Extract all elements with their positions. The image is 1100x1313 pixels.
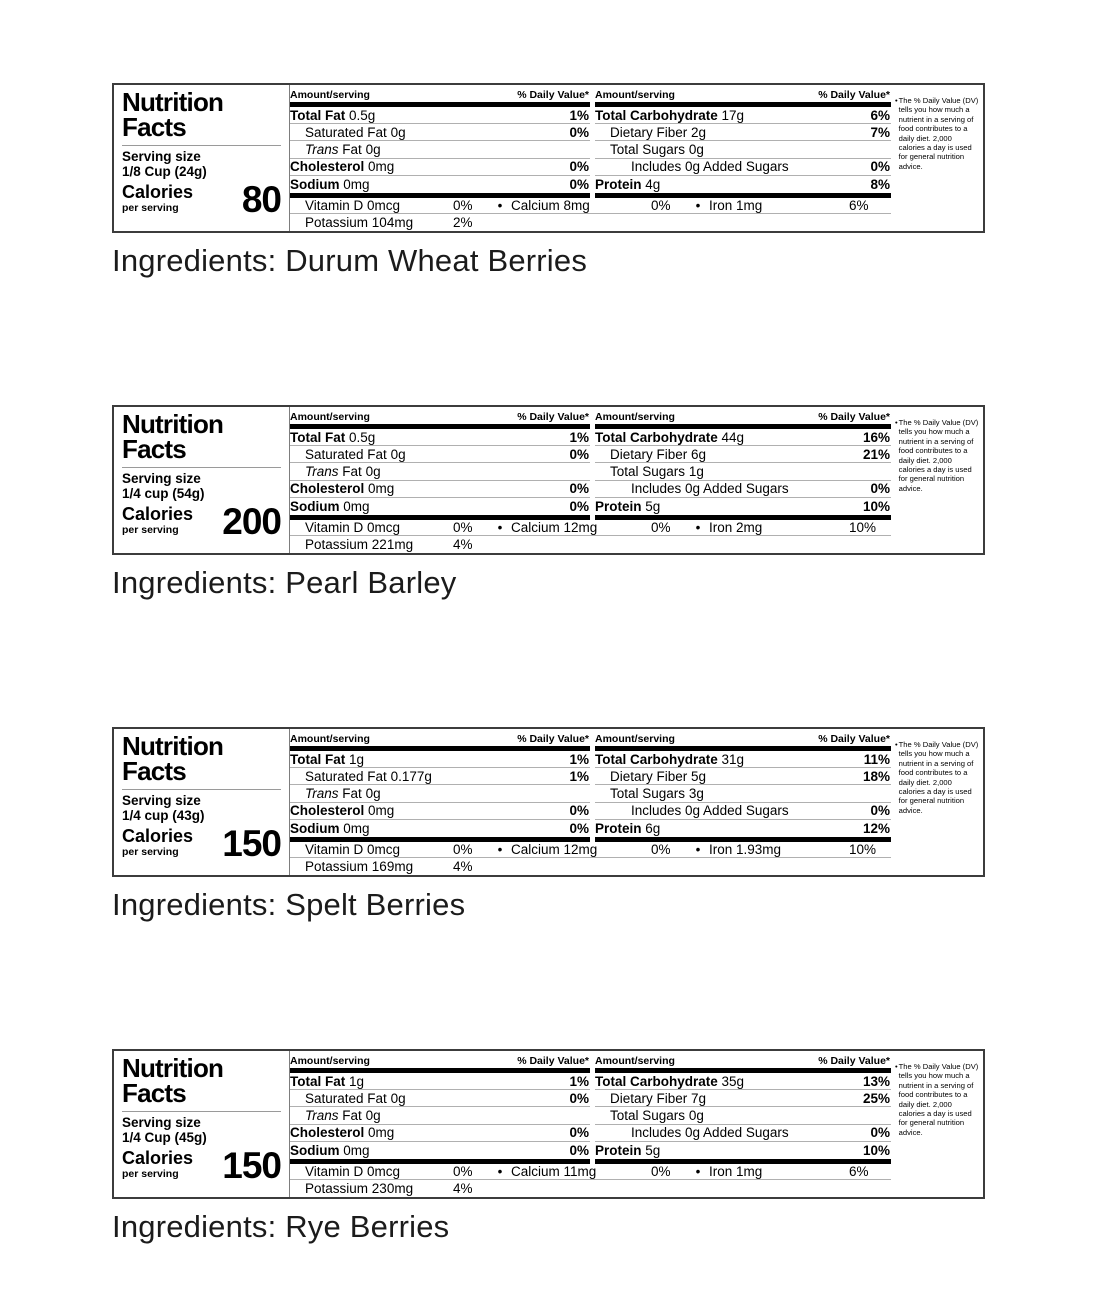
sodium-row	[290, 176, 590, 193]
cholesterol-row	[290, 159, 590, 176]
iron-dv: 10%	[849, 520, 877, 536]
nutrient-column-right	[595, 1055, 891, 1164]
nutrients-area	[290, 407, 891, 553]
micronutrients-section	[290, 198, 891, 230]
nutrient-columns	[290, 733, 891, 842]
dietary-fiber-dv: 18%	[862, 768, 890, 784]
nutrition-facts-left-panel	[114, 407, 290, 553]
title-divider	[122, 145, 281, 146]
nutrition-facts-label	[112, 727, 985, 877]
calcium-cell: Calcium 8mg	[511, 198, 590, 214]
title-line-1: Nutrition	[122, 409, 224, 439]
total-carbohydrate-row	[595, 429, 891, 446]
serving-size-label: Serving size	[122, 471, 201, 486]
total-sugars-cell: Total Sugars 1g	[610, 463, 704, 479]
serving-size-label: Serving size	[122, 1115, 201, 1130]
amount-serving-header: Amount/serving	[290, 1055, 370, 1067]
title-divider	[122, 789, 281, 790]
total-sugars-row	[595, 463, 891, 480]
serving-size-label: Serving size	[122, 149, 201, 164]
per-serving-label: per serving	[122, 524, 179, 536]
added-sugars-cell: Includes 0g Added Sugars	[631, 159, 789, 175]
total-carbohydrate-cell: Total Carbohydrate 35g	[595, 1073, 745, 1089]
nutrition-facts-title	[122, 731, 281, 786]
total-carbohydrate-dv: 13%	[862, 1073, 890, 1089]
sodium-dv: 0%	[569, 820, 589, 836]
protein-dv: 12%	[862, 820, 890, 836]
sodium-cell: Sodium 0mg	[290, 498, 370, 514]
nutrient-columns	[290, 411, 891, 520]
footnote-text: The % Daily Value (DV) tells you how much a nutrient in a serving of food contributes to a daily diet. 2,000 calories a day is used for general nutrition advice.	[898, 1062, 979, 1137]
total-carbohydrate-row	[595, 751, 891, 768]
title-line-2: Facts	[122, 434, 186, 464]
saturated-fat-row	[290, 446, 590, 463]
vitamin-d-dv: 0%	[453, 1164, 473, 1180]
nutrition-facts-label	[112, 1049, 985, 1199]
ingredients-text: Ingredients: Rye Berries	[112, 1209, 450, 1244]
calcium-cell: Calcium 12mg	[511, 520, 598, 536]
added-sugars-cell: Includes 0g Added Sugars	[631, 1125, 789, 1141]
potassium-dv: 4%	[453, 858, 473, 874]
nutrition-facts-left-panel	[114, 729, 290, 875]
total-carbohydrate-dv: 6%	[870, 107, 890, 123]
total-carbohydrate-dv: 11%	[863, 751, 890, 767]
title-divider	[122, 467, 281, 468]
calories-label: Calories	[122, 1148, 194, 1168]
nutrients-area	[290, 729, 891, 875]
vitamins-row	[290, 520, 891, 536]
dietary-fiber-dv: 25%	[862, 1090, 890, 1106]
title-divider	[122, 1111, 281, 1112]
micronutrients-section	[290, 842, 891, 874]
column-header	[595, 89, 891, 101]
cholesterol-cell: Cholesterol 0mg	[290, 481, 395, 497]
potassium-dv: 4%	[453, 536, 473, 552]
column-header	[290, 1055, 590, 1067]
nutrients-area	[290, 85, 891, 231]
serving-size-value: 1/4 Cup (45g)	[122, 1129, 207, 1145]
vitamin-d-cell: Vitamin D 0mcg	[305, 1164, 401, 1180]
vitamin-d-cell: Vitamin D 0mcg	[305, 842, 401, 858]
cholesterol-dv: 0%	[569, 481, 589, 497]
added-sugars-cell: Includes 0g Added Sugars	[631, 803, 789, 819]
total-carbohydrate-row	[595, 1073, 891, 1090]
added-sugars-dv: 0%	[870, 481, 890, 497]
title-line-1: Nutrition	[122, 1053, 224, 1083]
cholesterol-row	[290, 481, 590, 498]
amount-serving-header: Amount/serving	[595, 733, 675, 745]
potassium-dv: 2%	[453, 214, 473, 230]
added-sugars-dv: 0%	[870, 159, 890, 175]
protein-cell: Protein 6g	[595, 820, 661, 836]
total-carbohydrate-cell: Total Carbohydrate 17g	[595, 107, 745, 123]
bullet-separator: •	[695, 198, 701, 214]
total-sugars-cell: Total Sugars 0g	[610, 1107, 704, 1123]
cholesterol-row	[290, 803, 590, 820]
protein-row	[595, 176, 891, 193]
bullet-separator: •	[497, 1164, 503, 1180]
sodium-row	[290, 820, 590, 837]
micronutrients-section	[290, 1164, 891, 1196]
daily-value-footnote	[891, 729, 983, 875]
footnote-bullet: •	[895, 740, 898, 749]
added-sugars-row	[595, 481, 891, 498]
nutrient-column-left	[290, 89, 590, 198]
potassium-row	[290, 1180, 891, 1196]
nutrient-column-left	[290, 1055, 590, 1164]
added-sugars-row	[595, 159, 891, 176]
iron-dv: 6%	[849, 198, 869, 214]
iron-cell: Iron 1.93mg	[709, 842, 782, 858]
protein-row	[595, 1142, 891, 1159]
total-carbohydrate-row	[595, 107, 891, 124]
title-line-1: Nutrition	[122, 87, 224, 117]
vitamin-d-cell: Vitamin D 0mcg	[305, 520, 401, 536]
nutrients-area	[290, 1051, 891, 1197]
saturated-fat-row	[290, 1090, 590, 1107]
trans-fat-cell: Trans Fat 0g	[305, 1107, 381, 1123]
nutrition-facts-label	[112, 405, 985, 555]
dietary-fiber-cell: Dietary Fiber 6g	[610, 446, 707, 462]
calcium-cell: Calcium 12mg	[511, 842, 598, 858]
saturated-fat-dv: 0%	[569, 1090, 589, 1106]
daily-value-footnote	[891, 85, 983, 231]
nutrient-column-left	[290, 733, 590, 842]
added-sugars-row	[595, 803, 891, 820]
cholesterol-row	[290, 1125, 590, 1142]
dietary-fiber-row	[595, 768, 891, 785]
per-serving-label: per serving	[122, 202, 179, 214]
total-sugars-row	[595, 141, 891, 158]
column-header	[595, 411, 891, 423]
nutrient-column-right	[595, 411, 891, 520]
total-sugars-cell: Total Sugars 3g	[610, 785, 704, 801]
sodium-dv: 0%	[569, 176, 589, 192]
serving-size-value: 1/4 cup (54g)	[122, 485, 205, 501]
vitamins-row	[290, 198, 891, 214]
column-header	[290, 89, 590, 101]
daily-value-footnote	[891, 407, 983, 553]
dietary-fiber-cell: Dietary Fiber 2g	[610, 124, 707, 140]
saturated-fat-row	[290, 124, 590, 141]
total-fat-dv: 1%	[569, 1073, 589, 1089]
amount-serving-header: Amount/serving	[290, 733, 370, 745]
calories-row	[122, 1145, 281, 1186]
footnote-text: The % Daily Value (DV) tells you how much a nutrient in a serving of food contributes to a daily diet. 2,000 calories a day is used for general nutrition advice.	[898, 418, 979, 493]
bullet-separator: •	[497, 198, 503, 214]
calories-label: Calories	[122, 182, 194, 202]
total-sugars-cell: Total Sugars 0g	[610, 141, 704, 157]
calories-row	[122, 823, 281, 864]
calories-label-group	[122, 1149, 193, 1180]
vitamin-d-cell: Vitamin D 0mcg	[305, 198, 401, 214]
total-fat-cell: Total Fat 0.5g	[290, 107, 376, 123]
saturated-fat-dv: 0%	[569, 124, 589, 140]
column-header	[595, 1055, 891, 1067]
vitamins-row	[290, 842, 891, 858]
labels-list	[112, 83, 1100, 1246]
total-carbohydrate-cell: Total Carbohydrate 44g	[595, 429, 745, 445]
added-sugars-row	[595, 1125, 891, 1142]
nutrition-facts-left-panel	[114, 85, 290, 231]
bullet-separator: •	[695, 520, 701, 536]
bullet-separator: •	[695, 1164, 701, 1180]
calcium-dv: 0%	[651, 842, 671, 858]
potassium-cell: Potassium 221mg	[305, 536, 414, 552]
total-sugars-row	[595, 1107, 891, 1124]
saturated-fat-cell: Saturated Fat 0g	[305, 124, 406, 140]
vitamin-d-dv: 0%	[453, 520, 473, 536]
protein-dv: 10%	[862, 1142, 890, 1158]
footnote-text: The % Daily Value (DV) tells you how much a nutrient in a serving of food contributes to a daily diet. 2,000 calories a day is used for general nutrition advice.	[898, 96, 979, 171]
protein-dv: 8%	[870, 176, 890, 192]
protein-cell: Protein 5g	[595, 498, 661, 514]
daily-value-header: % Daily Value*	[818, 1055, 890, 1067]
trans-fat-cell: Trans Fat 0g	[305, 141, 381, 157]
cholesterol-dv: 0%	[569, 159, 589, 175]
saturated-fat-cell: Saturated Fat 0g	[305, 1090, 406, 1106]
dietary-fiber-cell: Dietary Fiber 7g	[610, 1090, 707, 1106]
nutrition-facts-title	[122, 1053, 281, 1108]
bullet-separator: •	[695, 842, 701, 858]
column-header	[290, 733, 590, 745]
serving-size-value: 1/4 cup (43g)	[122, 807, 205, 823]
calcium-cell: Calcium 11mg	[511, 1164, 597, 1180]
footnote-text: The % Daily Value (DV) tells you how much a nutrient in a serving of food contributes to a daily diet. 2,000 calories a day is used for general nutrition advice.	[898, 740, 979, 815]
bullet-separator: •	[497, 842, 503, 858]
potassium-cell: Potassium 230mg	[305, 1180, 414, 1196]
total-fat-row	[290, 1073, 590, 1090]
calories-row	[122, 501, 281, 542]
calories-value: 150	[222, 823, 281, 864]
iron-cell: Iron 1mg	[709, 198, 763, 214]
calcium-dv: 0%	[651, 520, 671, 536]
calories-label-group	[122, 183, 193, 214]
iron-dv: 6%	[849, 1164, 869, 1180]
product-block	[112, 1049, 985, 1246]
saturated-fat-dv: 1%	[569, 768, 589, 784]
per-serving-label: per serving	[122, 1168, 179, 1180]
footnote-bullet: •	[895, 1062, 898, 1071]
calories-label-group	[122, 827, 193, 858]
total-carbohydrate-dv: 16%	[862, 429, 890, 445]
ingredients-line	[112, 242, 985, 280]
nutrient-columns	[290, 89, 891, 198]
ingredients-line	[112, 886, 985, 924]
cholesterol-cell: Cholesterol 0mg	[290, 803, 395, 819]
daily-value-header: % Daily Value*	[517, 89, 589, 101]
protein-cell: Protein 4g	[595, 176, 661, 192]
micronutrients-section	[290, 520, 891, 552]
ingredients-line	[112, 564, 985, 602]
total-fat-dv: 1%	[569, 107, 589, 123]
dietary-fiber-cell: Dietary Fiber 5g	[610, 768, 707, 784]
trans-fat-row	[290, 141, 590, 158]
amount-serving-header: Amount/serving	[290, 89, 370, 101]
potassium-cell: Potassium 104mg	[305, 214, 414, 230]
amount-serving-header: Amount/serving	[595, 89, 675, 101]
iron-dv: 10%	[849, 842, 877, 858]
footnote-bullet: •	[895, 418, 898, 427]
title-line-2: Facts	[122, 1078, 186, 1108]
column-header	[595, 733, 891, 745]
calories-label-group	[122, 505, 193, 536]
calories-value: 150	[222, 1145, 281, 1186]
serving-size-value: 1/8 Cup (24g)	[122, 163, 207, 179]
ingredients-text: Ingredients: Pearl Barley	[112, 565, 457, 600]
daily-value-header: % Daily Value*	[818, 733, 890, 745]
added-sugars-cell: Includes 0g Added Sugars	[631, 481, 789, 497]
potassium-cell: Potassium 169mg	[305, 858, 414, 874]
nutrition-facts-left-panel	[114, 1051, 290, 1197]
nutrition-facts-label	[112, 83, 985, 233]
sodium-row	[290, 1142, 590, 1159]
dietary-fiber-row	[595, 446, 891, 463]
added-sugars-dv: 0%	[870, 803, 890, 819]
potassium-row	[290, 536, 891, 552]
per-serving-label: per serving	[122, 846, 179, 858]
trans-fat-row	[290, 463, 590, 480]
nutrition-facts-title	[122, 409, 281, 464]
daily-value-header: % Daily Value*	[818, 89, 890, 101]
footnote-bullet: •	[895, 96, 898, 105]
amount-serving-header: Amount/serving	[595, 1055, 675, 1067]
total-fat-dv: 1%	[569, 751, 589, 767]
amount-serving-header: Amount/serving	[595, 411, 675, 423]
vitamins-row	[290, 1164, 891, 1180]
trans-fat-row	[290, 1107, 590, 1124]
added-sugars-dv: 0%	[870, 1125, 890, 1141]
total-sugars-row	[595, 785, 891, 802]
cholesterol-dv: 0%	[569, 1125, 589, 1141]
ingredients-text: Ingredients: Durum Wheat Berries	[112, 243, 588, 278]
daily-value-header: % Daily Value*	[517, 1055, 589, 1067]
calories-value: 200	[222, 501, 281, 542]
protein-row	[595, 820, 891, 837]
bullet-separator: •	[497, 520, 503, 536]
daily-value-footnote	[891, 1051, 983, 1197]
total-fat-dv: 1%	[569, 429, 589, 445]
product-block	[112, 727, 985, 924]
nutrition-facts-title	[122, 87, 281, 142]
cholesterol-dv: 0%	[569, 803, 589, 819]
protein-row	[595, 498, 891, 515]
total-fat-row	[290, 429, 590, 446]
potassium-dv: 4%	[453, 1180, 473, 1196]
saturated-fat-cell: Saturated Fat 0g	[305, 446, 406, 462]
title-line-1: Nutrition	[122, 731, 224, 761]
calcium-dv: 0%	[651, 198, 671, 214]
daily-value-header: % Daily Value*	[517, 733, 589, 745]
potassium-row	[290, 858, 891, 874]
nutrient-column-right	[595, 733, 891, 842]
amount-serving-header: Amount/serving	[290, 411, 370, 423]
serving-size-label: Serving size	[122, 793, 201, 808]
total-fat-row	[290, 751, 590, 768]
total-fat-cell: Total Fat 1g	[290, 1073, 365, 1089]
potassium-row	[290, 214, 891, 230]
calcium-dv: 0%	[651, 1164, 671, 1180]
saturated-fat-cell: Saturated Fat 0.177g	[305, 768, 432, 784]
nutrient-column-left	[290, 411, 590, 520]
sodium-cell: Sodium 0mg	[290, 820, 370, 836]
title-line-2: Facts	[122, 112, 186, 142]
sodium-row	[290, 498, 590, 515]
total-fat-cell: Total Fat 1g	[290, 751, 365, 767]
protein-cell: Protein 5g	[595, 1142, 661, 1158]
daily-value-header: % Daily Value*	[517, 411, 589, 423]
title-line-2: Facts	[122, 756, 186, 786]
nutrient-column-right	[595, 89, 891, 198]
product-block	[112, 405, 985, 602]
calories-row	[122, 179, 281, 220]
calories-label: Calories	[122, 826, 194, 846]
dietary-fiber-row	[595, 124, 891, 141]
trans-fat-cell: Trans Fat 0g	[305, 463, 381, 479]
total-fat-cell: Total Fat 0.5g	[290, 429, 376, 445]
cholesterol-cell: Cholesterol 0mg	[290, 159, 395, 175]
saturated-fat-dv: 0%	[569, 446, 589, 462]
sodium-dv: 0%	[569, 498, 589, 514]
dietary-fiber-row	[595, 1090, 891, 1107]
ingredients-text: Ingredients: Spelt Berries	[112, 887, 466, 922]
nutrient-columns	[290, 1055, 891, 1164]
dietary-fiber-dv: 7%	[870, 124, 890, 140]
calories-label: Calories	[122, 504, 194, 524]
protein-dv: 10%	[862, 498, 890, 514]
total-fat-row	[290, 107, 590, 124]
sodium-cell: Sodium 0mg	[290, 1142, 370, 1158]
saturated-fat-row	[290, 768, 590, 785]
dietary-fiber-dv: 21%	[862, 446, 890, 462]
daily-value-header: % Daily Value*	[818, 411, 890, 423]
iron-cell: Iron 2mg	[709, 520, 763, 536]
trans-fat-cell: Trans Fat 0g	[305, 785, 381, 801]
calories-value: 80	[241, 179, 281, 220]
sodium-dv: 0%	[569, 1142, 589, 1158]
iron-cell: Iron 1mg	[709, 1164, 763, 1180]
product-block	[112, 83, 985, 280]
cholesterol-cell: Cholesterol 0mg	[290, 1125, 395, 1141]
ingredients-line	[112, 1208, 985, 1246]
vitamin-d-dv: 0%	[453, 198, 473, 214]
vitamin-d-dv: 0%	[453, 842, 473, 858]
sodium-cell: Sodium 0mg	[290, 176, 370, 192]
total-carbohydrate-cell: Total Carbohydrate 31g	[595, 751, 745, 767]
column-header	[290, 411, 590, 423]
trans-fat-row	[290, 785, 590, 802]
